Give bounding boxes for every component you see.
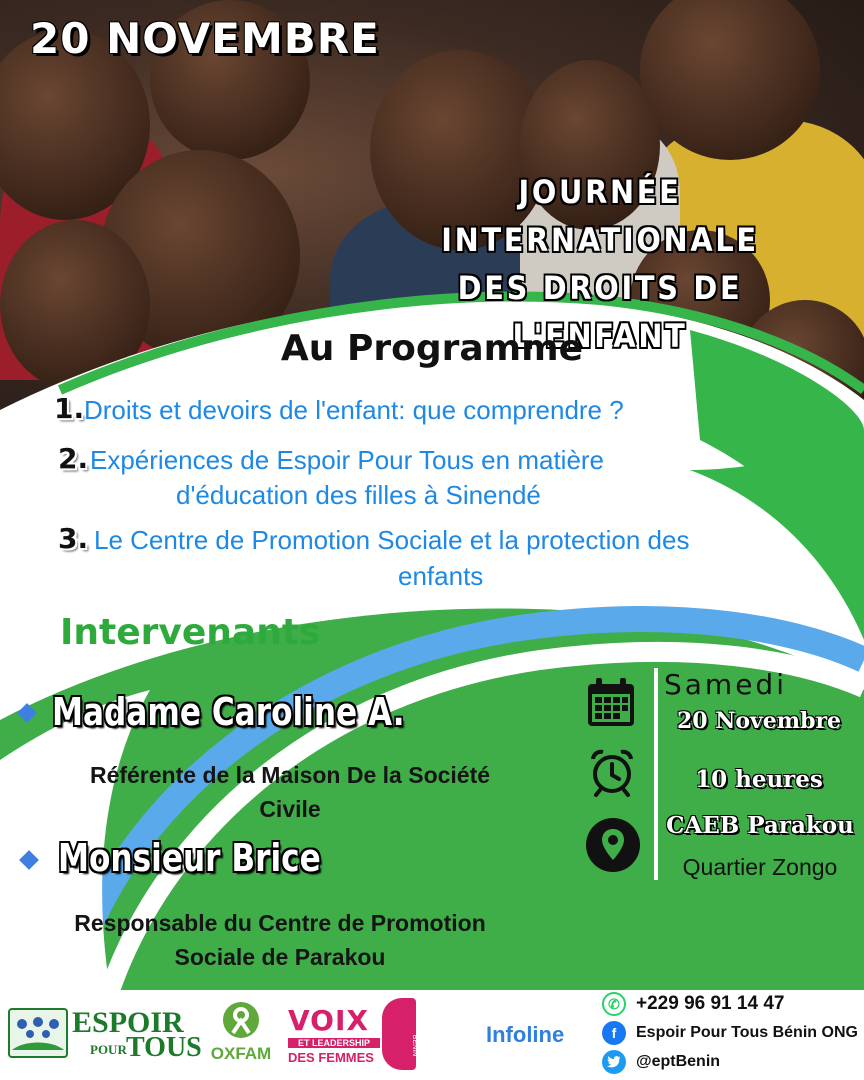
espoir-logo-tous: TOUS xyxy=(126,1032,202,1063)
programme-item-number: 2. xyxy=(58,442,89,475)
speaker-2-name: Monsieur Brice xyxy=(58,836,321,880)
contact-phone[interactable] xyxy=(602,992,784,1016)
programme-item-1: Droits et devoirs de l'enfant: que comprendre ? xyxy=(84,395,624,425)
info-divider xyxy=(654,668,658,880)
oxfam-logo-text: OXFAM xyxy=(210,1044,272,1063)
twitter-handle: @eptBenin xyxy=(636,1053,721,1070)
speaker-2-role-line-1: Responsable du Centre de Promotion xyxy=(74,910,486,936)
voix-leadership-logo xyxy=(286,998,420,1074)
programme-title: Au Programme xyxy=(280,328,584,369)
espoir-logo-text: ESPOIR xyxy=(72,1006,184,1039)
infoline-label: Infoline xyxy=(486,1022,565,1047)
event-day: Samedi xyxy=(664,668,787,701)
oxfam-logo xyxy=(210,1000,272,1070)
phone-number: +229 96 91 14 47 xyxy=(636,993,785,1014)
espoir-logo-pour: POUR xyxy=(90,1042,127,1057)
speaker-2-role xyxy=(30,906,530,974)
event-district: Quartier Zongo xyxy=(682,854,838,880)
voix-logo-subtitle xyxy=(288,1038,380,1048)
intervenants-title: Intervenants xyxy=(60,612,321,653)
speaker-1-name: Madame Caroline A. xyxy=(52,690,405,734)
headline-line-2: DES DROITS DE L'ENFANT xyxy=(457,269,743,355)
facebook-page: Espoir Pour Tous Bénin ONG xyxy=(636,1024,858,1041)
speaker-1-role xyxy=(20,758,560,826)
speaker-1-role-line-1: Référente de la Maison De la Société xyxy=(89,762,491,788)
programme-item-3-line-1: Le Centre de Promotion Sociale et la protection des xyxy=(94,525,690,555)
calendar-icon xyxy=(582,674,640,732)
contact-twitter[interactable] xyxy=(602,1050,720,1074)
event-time: 10 heures xyxy=(695,766,823,793)
whatsapp-icon: ✆ xyxy=(602,992,626,1016)
twitter-icon xyxy=(602,1050,626,1074)
event-venue: CAEB Parakou xyxy=(666,812,854,839)
programme-item-number: 3. xyxy=(58,522,89,555)
location-pin-icon xyxy=(584,816,642,874)
oxfam-icon xyxy=(221,1000,261,1040)
programme-item-number: 1. xyxy=(54,392,85,425)
headline-line-1: JOURNÉE INTERNATIONALE xyxy=(441,173,759,259)
facebook-icon: f xyxy=(602,1021,626,1045)
voix-logo-sub-2: DES FEMMES xyxy=(288,1050,374,1065)
speaker-1-role-line-2: Civile xyxy=(259,796,321,822)
event-date: 20 Novembre xyxy=(676,708,842,734)
espoir-pour-tous-logo xyxy=(8,1006,202,1063)
voix-logo-text: VOIX xyxy=(288,1004,369,1037)
event-date-title: 20 NOVEMBRE xyxy=(30,14,380,63)
programme-item-2-line-1: Expériences de Espoir Pour Tous en matière xyxy=(90,445,605,475)
programme-item-2-line-2: d'éducation des filles à Sinendé xyxy=(176,480,541,510)
people-group-icon xyxy=(8,1008,68,1058)
contact-facebook[interactable] xyxy=(602,1021,858,1045)
voix-logo-sub-1: ET LEADERSHIP xyxy=(297,1038,370,1048)
programme-item-3-line-2: enfants xyxy=(398,561,484,591)
alarm-clock-icon xyxy=(586,746,638,798)
speaker-2-role-line-2: Sociale de Parakou xyxy=(174,944,386,970)
voix-logo-country: BÉNIN xyxy=(411,1034,419,1057)
